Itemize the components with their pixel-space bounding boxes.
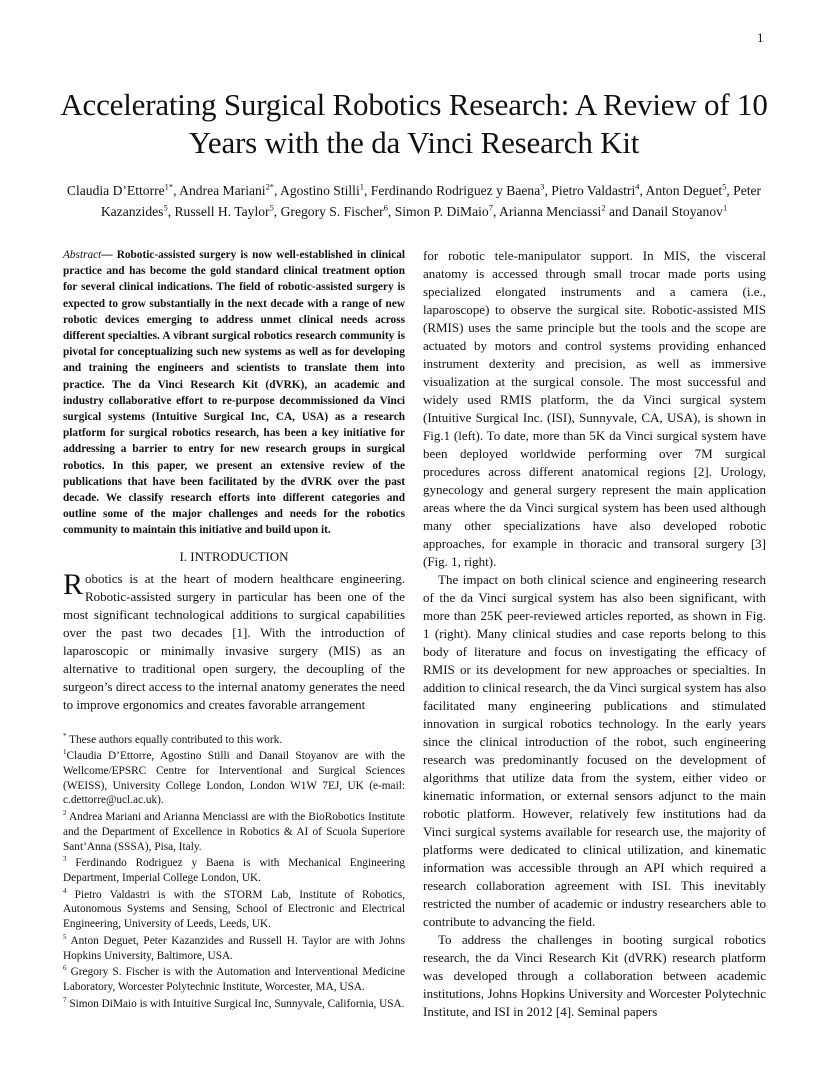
- footnote: [63, 934, 405, 963]
- author-affiliation-mark: 7: [488, 202, 493, 213]
- author-affiliation-mark: 1: [359, 181, 364, 192]
- footnote-mark: 4: [63, 886, 67, 895]
- footnote-text: Simon DiMaio is with Intuitive Surgical Inc, Sunnyvale, California, USA.: [66, 997, 405, 1010]
- author-affiliation-mark: 2: [601, 202, 606, 213]
- author-affiliation-mark: 6: [383, 202, 388, 213]
- author-affiliation-mark: 2*: [265, 181, 274, 192]
- abstract-label: Abstract: [63, 249, 102, 261]
- footnote: [63, 733, 405, 748]
- intro-paragraph: [63, 567, 405, 714]
- author-separator: ,: [173, 183, 180, 198]
- footnote-mark: *: [63, 731, 67, 740]
- section-heading-introduction: I. INTRODUCTION: [179, 548, 289, 564]
- footnote-text: These authors equally contributed to this work.: [66, 733, 283, 746]
- footnote-mark: 1: [63, 748, 67, 757]
- footnote-text: Ferdinando Rodriguez y Baena is with Mechanical Engineering Department, Imperial College London, UK.: [63, 857, 405, 884]
- right-column: [423, 247, 766, 1021]
- author-affiliation-mark: 4: [635, 181, 640, 192]
- footnote: [63, 997, 405, 1012]
- footnote-mark: 6: [63, 964, 67, 973]
- author-separator: ,: [274, 183, 281, 198]
- author-name: Agostino Stilli: [280, 183, 360, 198]
- footnote-text: Anton Deguet, Peter Kazanzides and Russell H. Taylor are with Johns Hopkins University, Baltimore, USA.: [63, 934, 405, 962]
- author-separator: ,: [492, 204, 499, 219]
- author-separator: ,: [726, 183, 734, 198]
- footnotes: [63, 733, 405, 1012]
- right-paragraph-1: for robotic tele-manipulator support. In MIS, the visceral anatomy is accessed through small trocar made ports using specialized elongated instruments and a camera (i.e., laparoscope) to observe the surgical site. Robotic-assisted MIS (RMIS) uses the same principle but the tools and the scope are actuated by motors and control systems providing enhanced instrument dexterity and precision, as well as immersive visualization at the surgical console. The most successful and widely used RMIS platform, the da Vinci surgical system (Intuitive Surgical Inc. (ISI), Sunnyvale, CA, USA), is shown in Fig.1 (left). To date, more than 5K da Vinci surgical system have been deployed worldwide performing over 7M surgical procedures across different anatomical regions [2]. Urology, gynecology and general surgery represent the main application areas where the da Vinci surgical system has been used although many other specializations have also developed robotic approaches, for example in thoracic and transoral surgery [3] (Fig. 1, right).: [423, 248, 766, 569]
- footnote: [63, 856, 405, 885]
- footnote-mark: 2: [63, 809, 67, 818]
- author-name: Gregory S. Fischer: [280, 204, 384, 219]
- footnote-mark: 7: [63, 995, 67, 1004]
- author-name: Peter Kazanzides: [100, 183, 762, 219]
- footnote-mark: 5: [63, 933, 67, 942]
- author-separator: ,: [167, 204, 175, 219]
- intro-paragraph-text: obotics is at the heart of modern healthcare engineering. Robotic-assisted surgery in particular has been one of the most significant technological additions to surgical capabilities over the past two decades [1]. With the introduction of laparoscopic or minimally invasive surgery (MIS) as an alternative to traditional open surgery, the decoupling of the surgeon’s direct access to the internal anatomy generates the need to improve ergonomics and creates favorable arrangement: [63, 570, 405, 712]
- page-number: 1: [757, 30, 764, 45]
- abstract-text: Robotic-assisted surgery is now well-established in clinical practice and has become the gold standard clinical treatment option for several clinical indications. The field of robotic-assisted surgery is expected to grow substantially in the next decade with a range of new robotic devices emerging to address unmet clinical needs across different specialties. A vibrant surgical robotics research community is pivotal for conceptualizing such new systems as well as for developing and training the engineers and scientists to translate them into practice. The da Vinci Research Kit (dVRK), an academic and industry collaborative effort to re-purpose decommissioned da Vinci surgical systems (Intuitive Surgical Inc, CA, USA) as a research platform for surgical robotics research, has been a key initiative for addressing a barrier to entry for new research groups in surgical robotics. In this paper, we present an extensive review of the publications that have been facilitated by the dVRK over the past decade. We classify research efforts into different categories and outline some of the major challenges and needs for the robotics community to maintain this initiative and build upon it.: [63, 249, 406, 537]
- author-affiliation-mark: 5: [163, 202, 168, 213]
- author-affiliation-mark: 1*: [164, 181, 174, 192]
- abstract-dash: —: [101, 249, 117, 261]
- footnote-mark: 3: [63, 855, 67, 864]
- right-paragraph-3: To address the challenges in booting surgical robotics research, the da Vinci Research Kit (dVRK) research platform was developed through a collaboration between academic institutions, Johns Hopkins University and Worcester Polytechnic Institute, and ISI in 2012 [4]. Seminal papers: [423, 932, 766, 1019]
- author-name: and Danail Stoyanov: [608, 204, 723, 219]
- author-separator: ,: [544, 183, 552, 198]
- author-name: Russell H. Taylor: [174, 204, 270, 219]
- footnote-text: Andrea Mariani and Arianna Menciassi are with the BioRobotics Institute and the Department of Excellence in Robotics & AI of Scuola Superiore Sant’Anna (SSSA), Pisa, Italy.: [63, 811, 405, 853]
- author-affiliation-mark: 3: [540, 181, 545, 192]
- footnote-text: Gregory S. Fischer is with the Automation and Interventional Medicine Laboratory, Worcester Polytechnic Institute, Worcester, MA, USA.: [63, 966, 405, 993]
- author-list: [40, 180, 788, 222]
- drop-cap: R: [63, 567, 84, 601]
- right-paragraph-2: The impact on both clinical science and engineering research of the da Vinci surgical system has also been significant, with more than 25K peer-reviewed articles reported, as shown in Fig. 1 (right). Many clinical studies and case reports belong to this body of literature and focus on investigating the efficacy of RMIS or its development for new approaches or specialties. In addition to clinical research, the da Vinci surgical system has also facilitated many engineering publications and stimulated innovation in surgical robotics technology. In the early years since the clinical introduction of the robot, such engineering research was predominantly focused on the development of algorithms that utilize data from the system, either video or kinematic information, or external sensors adjunct to the main robotic platform. However, relatively few institutions had da Vinci surgical systems available for research use, the majority of platforms were dedicated to clinical utilization, and kinematic information was accessible through an API which required a research collaboration agreement with ISI. This inevitably restricted the number of academic or industry researchers able to contribute to advancing the field.: [423, 572, 766, 929]
- author-name: Ferdinando Rodriguez y Baena: [370, 183, 541, 198]
- author-separator: ,: [273, 204, 281, 219]
- author-name: Claudia D’Ettorre: [66, 183, 165, 198]
- left-column: [63, 247, 405, 1013]
- abstract: [63, 247, 405, 539]
- author-affiliation-mark: 5: [269, 202, 274, 213]
- author-separator: ,: [639, 183, 646, 198]
- paper-title: Accelerating Surgical Robotics Research: A Review of 10 Years with the da Vinci Research Kit: [60, 87, 768, 160]
- footnote: [63, 749, 405, 808]
- author-affiliation-mark: 5: [722, 181, 727, 192]
- author-name: Pietro Valdastri: [551, 183, 636, 198]
- author-name: Andrea Mariani: [179, 183, 266, 198]
- footnote-text: Pietro Valdastri is with the STORM Lab, Institute of Robotics, Autonomous Systems and Sensing, School of Electronic and Electrical Engineering, University of Leeds, Leeds, UK.: [63, 888, 405, 931]
- author-name: Arianna Menciassi: [499, 204, 602, 219]
- author-separator: ,: [387, 204, 395, 219]
- footnote: [63, 965, 405, 994]
- author-name: Simon P. DiMaio: [394, 204, 489, 219]
- author-separator: ,: [363, 183, 371, 198]
- author-name: Anton Deguet: [645, 183, 723, 198]
- author-affiliation-mark: 1: [722, 202, 728, 213]
- footnote: [63, 810, 405, 854]
- footnote-text: Claudia D’Ettorre, Agostino Stilli and Danail Stoyanov are with the Wellcome/EPSRC Centre for Interventional and Surgical Sciences (WEISS), University College London, London W1W 7EJ, UK (e-mail: c.dettorre@ucl.ac.uk).: [63, 750, 405, 807]
- footnote: [63, 888, 405, 932]
